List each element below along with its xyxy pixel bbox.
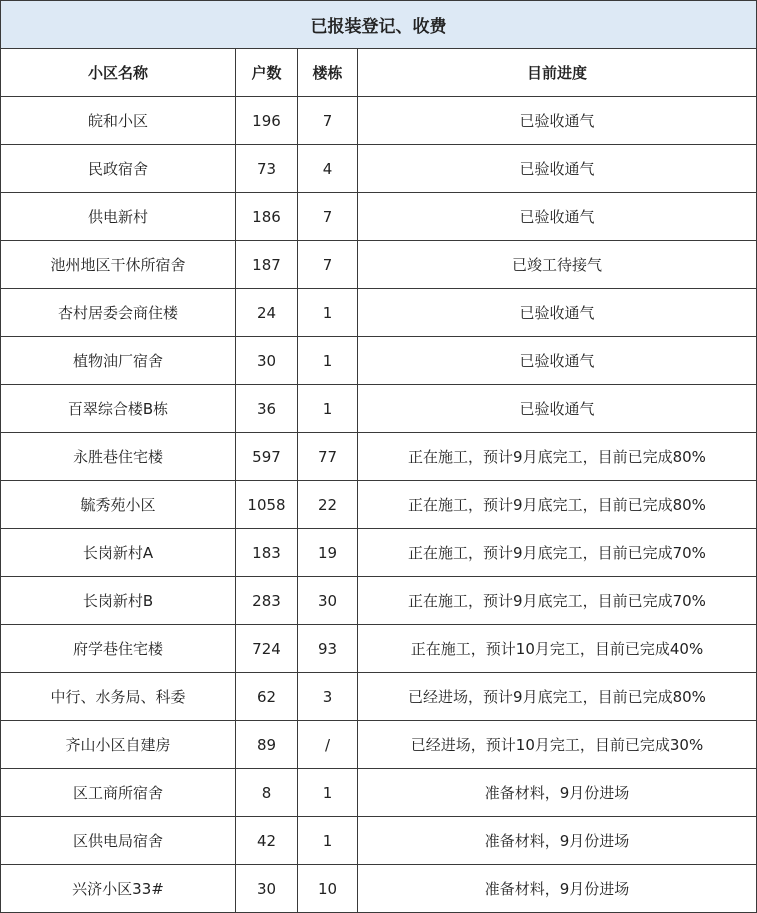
cell-progress: 准备材料，9月份进场 <box>358 817 757 865</box>
cell-community-name: 供电新村 <box>1 193 236 241</box>
cell-buildings: 7 <box>298 97 358 145</box>
cell-community-name: 百翠综合楼B栋 <box>1 385 236 433</box>
cell-households: 1058 <box>236 481 298 529</box>
column-header-households: 户数 <box>236 49 298 97</box>
cell-community-name: 中行、水务局、科委 <box>1 673 236 721</box>
cell-households: 724 <box>236 625 298 673</box>
cell-buildings: 1 <box>298 337 358 385</box>
cell-households: 89 <box>236 721 298 769</box>
cell-buildings: 22 <box>298 481 358 529</box>
cell-households: 42 <box>236 817 298 865</box>
cell-progress: 已验收通气 <box>358 385 757 433</box>
cell-community-name: 兴济小区33# <box>1 865 236 913</box>
cell-community-name: 皖和小区 <box>1 97 236 145</box>
cell-progress: 已验收通气 <box>358 337 757 385</box>
table-header-row <box>1 49 757 97</box>
cell-buildings: 7 <box>298 241 358 289</box>
cell-progress: 已竣工待接气 <box>358 241 757 289</box>
table-body <box>1 97 757 913</box>
table-row <box>1 625 757 673</box>
cell-buildings: 77 <box>298 433 358 481</box>
column-header-community-name: 小区名称 <box>1 49 236 97</box>
cell-households: 597 <box>236 433 298 481</box>
table-title-row <box>1 1 757 49</box>
cell-households: 73 <box>236 145 298 193</box>
cell-community-name: 池州地区干休所宿舍 <box>1 241 236 289</box>
table-row <box>1 817 757 865</box>
cell-community-name: 区工商所宿舍 <box>1 769 236 817</box>
cell-buildings: 10 <box>298 865 358 913</box>
table-row <box>1 289 757 337</box>
cell-buildings: 30 <box>298 577 358 625</box>
cell-progress: 已验收通气 <box>358 145 757 193</box>
table-row <box>1 241 757 289</box>
cell-progress: 正在施工，预计10月完工，目前已完成40% <box>358 625 757 673</box>
cell-buildings: 93 <box>298 625 358 673</box>
cell-progress: 正在施工，预计9月底完工，目前已完成70% <box>358 529 757 577</box>
cell-progress: 已验收通气 <box>358 193 757 241</box>
cell-households: 283 <box>236 577 298 625</box>
cell-buildings: 7 <box>298 193 358 241</box>
cell-progress: 正在施工，预计9月底完工，目前已完成70% <box>358 577 757 625</box>
table-row <box>1 145 757 193</box>
cell-progress: 已验收通气 <box>358 289 757 337</box>
cell-buildings: 1 <box>298 289 358 337</box>
cell-households: 30 <box>236 337 298 385</box>
table-row <box>1 577 757 625</box>
cell-community-name: 杏村居委会商住楼 <box>1 289 236 337</box>
cell-households: 187 <box>236 241 298 289</box>
table-row <box>1 721 757 769</box>
table-row <box>1 433 757 481</box>
cell-community-name: 长岗新村B <box>1 577 236 625</box>
cell-community-name: 齐山小区自建房 <box>1 721 236 769</box>
cell-progress: 正在施工，预计9月底完工，目前已完成80% <box>358 481 757 529</box>
cell-progress: 已经进场，预计9月底完工，目前已完成80% <box>358 673 757 721</box>
cell-progress: 准备材料，9月份进场 <box>358 769 757 817</box>
table-title: 已报装登记、收费 <box>1 1 757 49</box>
cell-buildings: 1 <box>298 769 358 817</box>
cell-progress: 准备材料，9月份进场 <box>358 865 757 913</box>
cell-community-name: 毓秀苑小区 <box>1 481 236 529</box>
cell-buildings: 19 <box>298 529 358 577</box>
table-row <box>1 481 757 529</box>
cell-households: 186 <box>236 193 298 241</box>
table-row <box>1 337 757 385</box>
cell-buildings: 1 <box>298 385 358 433</box>
cell-community-name: 植物油厂宿舍 <box>1 337 236 385</box>
table-row <box>1 673 757 721</box>
cell-community-name: 长岗新村A <box>1 529 236 577</box>
cell-buildings: 3 <box>298 673 358 721</box>
cell-community-name: 府学巷住宅楼 <box>1 625 236 673</box>
cell-progress: 正在施工，预计9月底完工，目前已完成80% <box>358 433 757 481</box>
column-header-buildings: 楼栋 <box>298 49 358 97</box>
cell-community-name: 区供电局宿舍 <box>1 817 236 865</box>
cell-buildings: 1 <box>298 817 358 865</box>
cell-progress: 已经进场，预计10月完工，目前已完成30% <box>358 721 757 769</box>
cell-households: 36 <box>236 385 298 433</box>
cell-households: 62 <box>236 673 298 721</box>
cell-buildings: 4 <box>298 145 358 193</box>
table-row <box>1 193 757 241</box>
table-row <box>1 529 757 577</box>
cell-households: 183 <box>236 529 298 577</box>
column-header-progress: 目前进度 <box>358 49 757 97</box>
table-row <box>1 769 757 817</box>
table-row <box>1 97 757 145</box>
cell-progress: 已验收通气 <box>358 97 757 145</box>
cell-households: 24 <box>236 289 298 337</box>
cell-buildings: / <box>298 721 358 769</box>
cell-community-name: 民政宿舍 <box>1 145 236 193</box>
cell-community-name: 永胜巷住宅楼 <box>1 433 236 481</box>
cell-households: 8 <box>236 769 298 817</box>
cell-households: 30 <box>236 865 298 913</box>
table-row <box>1 385 757 433</box>
table-row <box>1 865 757 913</box>
cell-households: 196 <box>236 97 298 145</box>
